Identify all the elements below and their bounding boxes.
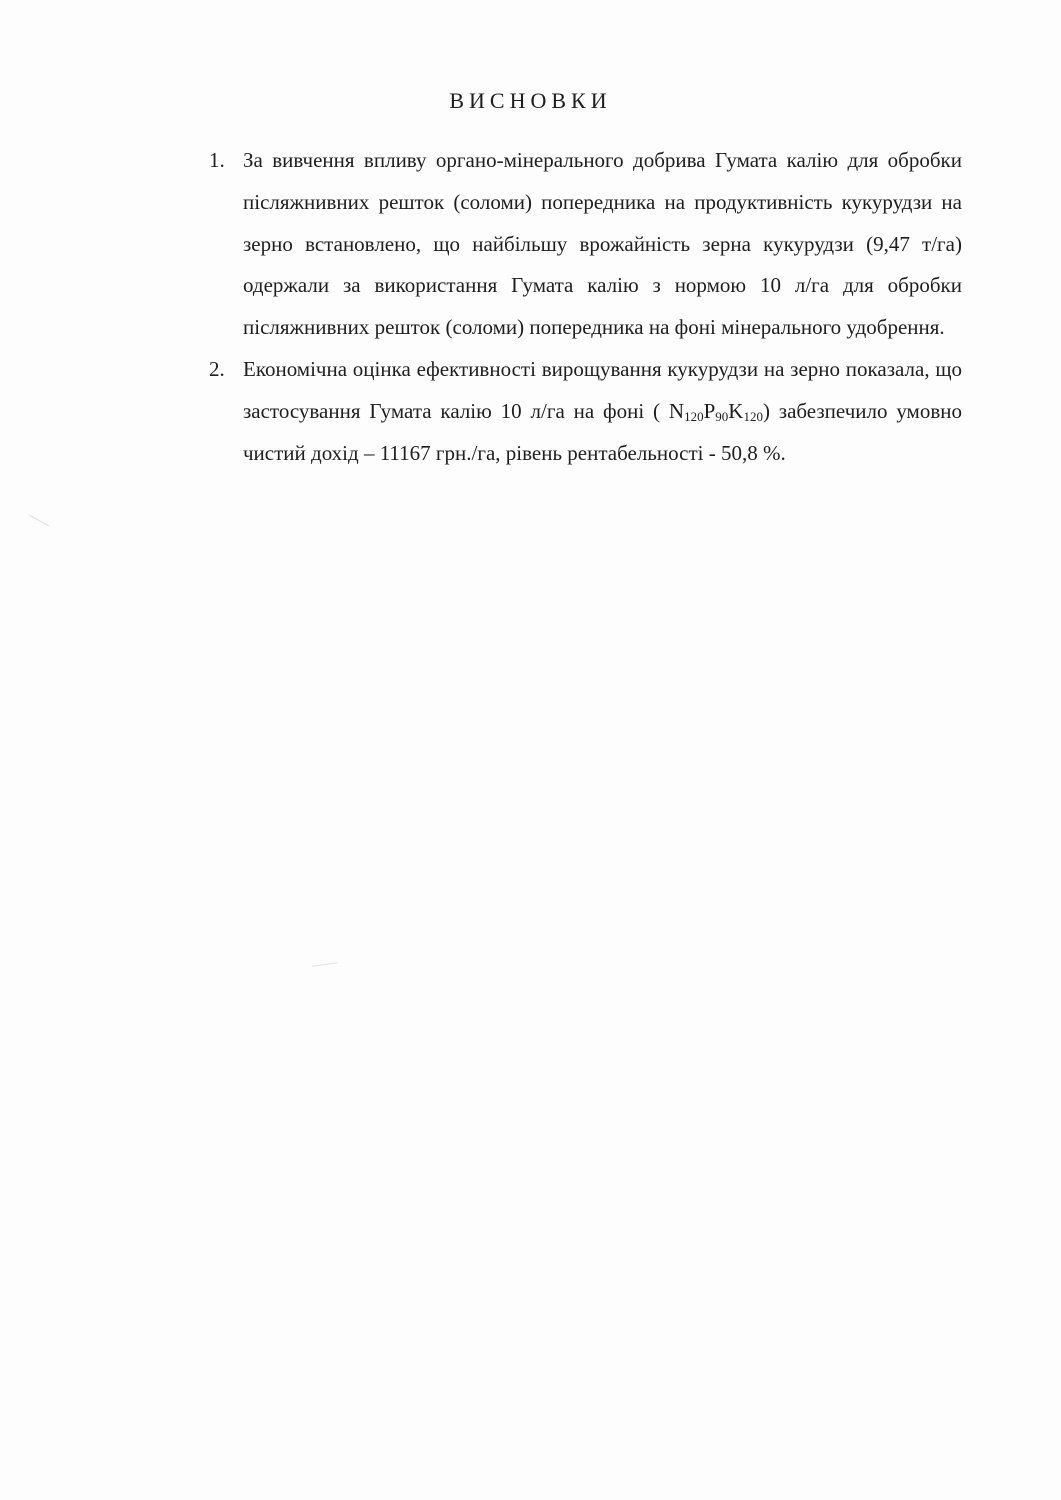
scan-artifact [312, 962, 338, 967]
scan-artifact [29, 515, 49, 526]
item-text-after: ) забезпечило умовно чистий дохід – 11167 грн./га, рівень рентабельності - 50,8 %. [243, 398, 963, 465]
formula-n: N [668, 398, 685, 423]
fertilizer-formula [669, 399, 763, 423]
formula-k-sub: 120 [743, 408, 763, 424]
item-text [243, 349, 962, 474]
conclusions-list [206, 140, 962, 474]
formula-p: P [703, 398, 716, 423]
formula-p-sub: 90 [715, 408, 729, 424]
list-item [206, 140, 962, 349]
formula-n-sub: 120 [684, 408, 704, 424]
item-text-before: Економічна оцінка ефективності вирощування кукурудзи на зерно показала, що застосування Гумата калію 10 л/га на фоні ( [243, 356, 962, 423]
item-text: За вивчення впливу органо-мінерального добрива Гумата калію для обробки післяжнивних решток (соломи) попередника на продуктивність кукурудзи на зерно встановлено, що найбільшу врожайність зерна кукурудзи (9,47 т/га) одержали за використання Гумата калію з нормою 10 л/га для обробки післяжнивних решток (соломи) попередника на фоні мінерального удобрення. [243, 148, 962, 340]
list-item [206, 349, 962, 474]
item-number: 2. [209, 356, 225, 381]
page-title: ВИСНОВКИ [449, 88, 612, 113]
item-number: 1. [209, 148, 225, 172]
formula-k: K [728, 398, 744, 423]
